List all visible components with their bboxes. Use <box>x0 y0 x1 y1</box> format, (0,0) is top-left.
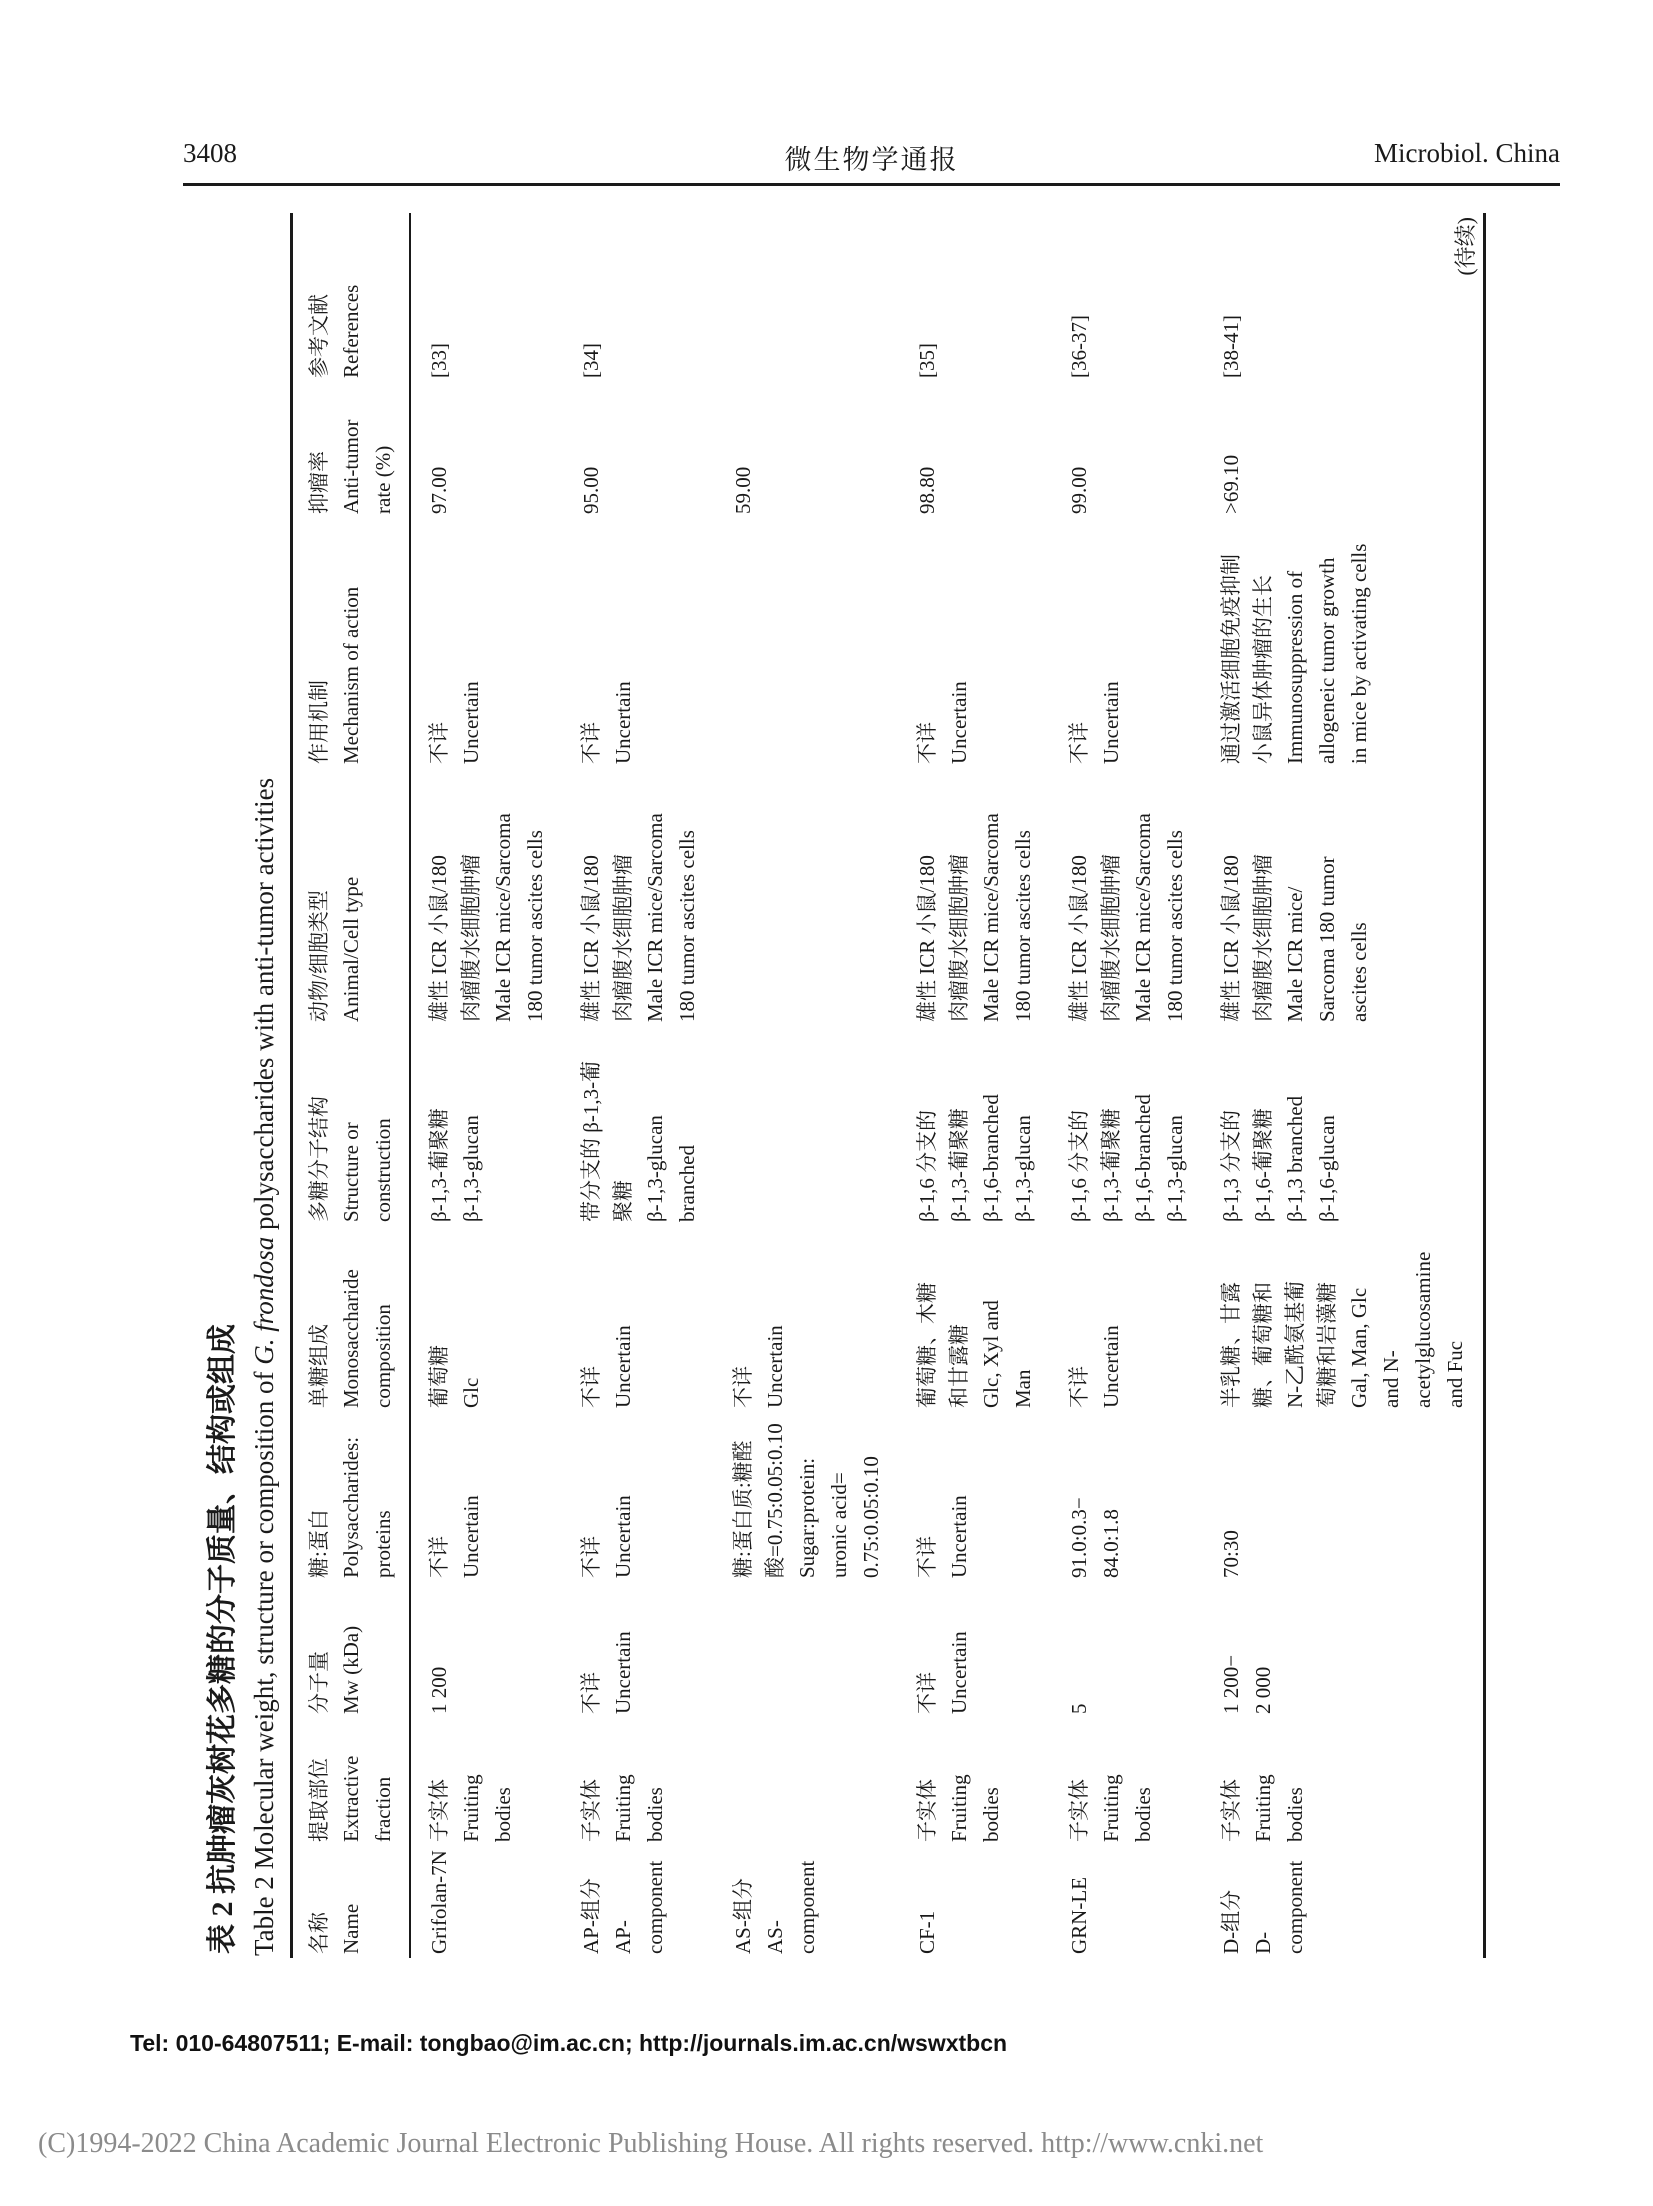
cell-refs-row3 <box>715 213 899 382</box>
cell-line: Uncertain <box>947 681 971 764</box>
cell-line: 多糖分子结构 <box>307 1096 331 1222</box>
cell-line: rate (%) <box>371 445 395 514</box>
cell-line: References <box>339 284 363 378</box>
header-cell-structure <box>293 1026 411 1226</box>
cell-line: [33] <box>427 343 451 378</box>
cell-refs-row5 <box>1051 213 1203 382</box>
cell-line: branched <box>675 1145 699 1222</box>
cell-line: 不详 <box>731 1366 755 1408</box>
cell-mono-row3 <box>715 1226 899 1412</box>
cell-line: Uncertain <box>947 1631 971 1714</box>
cell-line: 子实体 <box>1219 1779 1243 1842</box>
header-rule <box>183 183 1560 186</box>
cell-line: 糖、葡萄糖和 <box>1251 1282 1275 1408</box>
cell-line: Uncertain <box>763 1325 787 1408</box>
cell-line: 97.00 <box>427 466 451 514</box>
cell-refs-row1 <box>411 213 563 382</box>
header-cell-fraction <box>293 1718 411 1846</box>
cell-line: 萄糖和岩藻糖 <box>1315 1282 1339 1408</box>
cell-line: Name <box>339 1903 363 1954</box>
cell-animal-row5 <box>1051 768 1203 1026</box>
cell-line: 不详 <box>579 1672 603 1714</box>
cell-line: 70:30 <box>1219 1530 1243 1578</box>
cell-structure-row1 <box>411 1026 563 1226</box>
cell-line: 99.00 <box>1067 466 1091 514</box>
cell-line: 雄性 ICR 小鼠/180 <box>915 855 939 1022</box>
cell-ratio-row5 <box>1051 1412 1203 1582</box>
cell-line: Monosaccharide <box>339 1269 363 1408</box>
cell-rate-row6 <box>1203 382 1483 518</box>
header-cell-animal <box>293 768 411 1026</box>
cell-line: Fruiting <box>1099 1774 1123 1842</box>
cell-line: AP-组分 <box>579 1878 603 1954</box>
cell-line: Mw (kDa) <box>339 1625 363 1714</box>
cell-line: 分子量 <box>307 1651 331 1714</box>
cell-line: Male ICR mice/Sarcoma <box>643 813 667 1022</box>
cell-line: 酸=0.75:0.05:0.10 <box>763 1423 787 1578</box>
header-cell-mw <box>293 1582 411 1718</box>
cell-line: 作用机制 <box>307 680 331 764</box>
cell-line: Extractive <box>339 1755 363 1842</box>
cell-animal-row4 <box>899 768 1051 1026</box>
cell-line: Uncertain <box>1099 1325 1123 1408</box>
cell-line: AP- <box>611 1920 635 1954</box>
cell-name-row3 <box>715 1846 899 1958</box>
table-title-en-species: G. frondosa <box>249 1236 279 1365</box>
cell-mw-row4 <box>899 1582 1051 1718</box>
cell-fraction-row4 <box>899 1718 1051 1846</box>
cell-line: 单糖组成 <box>307 1324 331 1408</box>
cell-line: in mice by activating cells <box>1347 543 1371 764</box>
cell-animal-row3 <box>715 768 899 1026</box>
cell-line: 雄性 ICR 小鼠/180 <box>1067 855 1091 1022</box>
cell-line: 糖:蛋白质:糖醛 <box>731 1440 755 1578</box>
cell-line: 肉瘤腹水细胞肿瘤 <box>459 854 483 1022</box>
cell-mono-row4 <box>899 1226 1051 1412</box>
cell-fraction-row2 <box>563 1718 715 1846</box>
cell-line: and Fuc <box>1443 1340 1467 1408</box>
cell-line: uronic acid= <box>827 1472 851 1578</box>
cell-line: 雄性 ICR 小鼠/180 <box>427 855 451 1022</box>
cell-line: 子实体 <box>427 1779 451 1842</box>
cell-line: Uncertain <box>611 681 635 764</box>
rotated-table <box>290 213 1486 1958</box>
cell-line: 59.00 <box>731 466 755 514</box>
cell-line: proteins <box>371 1510 395 1578</box>
cell-line: Man <box>1011 1369 1035 1408</box>
cell-line: bodies <box>1283 1787 1307 1842</box>
cell-fraction-row6 <box>1203 1718 1483 1846</box>
header-cell-rate <box>293 382 411 518</box>
cell-line: D-组分 <box>1219 1889 1243 1954</box>
cell-line: 子实体 <box>915 1779 939 1842</box>
cell-line: Uncertain <box>459 681 483 764</box>
cell-line: 葡萄糖 <box>427 1345 451 1408</box>
cell-name-row2 <box>563 1846 715 1958</box>
cell-fraction-row1 <box>411 1718 563 1846</box>
cell-line: 葡萄糖、木糖 <box>915 1282 939 1408</box>
cell-line: 带分支的 β-1,3-葡 <box>579 1060 603 1222</box>
cell-line: β-1,6-branched <box>979 1094 1003 1222</box>
cell-rate-row3 <box>715 382 899 518</box>
cell-line: 91.0:0.3− <box>1067 1497 1091 1578</box>
cell-mw-row5 <box>1051 1582 1203 1718</box>
cell-line: β-1,6-branched <box>1131 1094 1155 1222</box>
cell-line: β-1,3 branched <box>1283 1095 1307 1222</box>
cell-ratio-row3 <box>715 1412 899 1582</box>
cell-line: β-1,3-葡聚糖 <box>947 1108 971 1222</box>
cell-line: 不详 <box>579 1536 603 1578</box>
cell-line: Male ICR mice/Sarcoma <box>979 813 1003 1022</box>
cell-line: 180 tumor ascites cells <box>523 830 547 1022</box>
cell-line: 0.75:0.05:0.10 <box>859 1456 883 1578</box>
cell-fraction-row5 <box>1051 1718 1203 1846</box>
cell-line: 通过激活细胞免疫抑制 <box>1219 554 1243 764</box>
cell-name-row5 <box>1051 1846 1203 1958</box>
copyright-line: (C)1994-2022 China Academic Journal Electronic Publishing House. All rights reserved. http://www.cnki.net <box>38 2128 1264 2159</box>
cell-line: Immunosuppression of <box>1283 570 1307 764</box>
cell-line: [36-37] <box>1067 315 1091 378</box>
cell-name-row1 <box>411 1846 563 1958</box>
cell-mechanism-row6 <box>1203 518 1483 768</box>
cell-mechanism-row4 <box>899 518 1051 768</box>
cell-line: construction <box>371 1118 395 1222</box>
header-cell-name <box>293 1846 411 1958</box>
cell-line: β-1,3-葡聚糖 <box>1099 1108 1123 1222</box>
cell-line: 小鼠异体肿瘤的生长 <box>1251 575 1275 764</box>
cell-line: Glc, Xyl and <box>979 1300 1003 1408</box>
cell-line: CF-1 <box>915 1910 939 1954</box>
cell-line: ascites cells <box>1347 922 1371 1022</box>
page-number: 3408 <box>183 138 237 168</box>
cell-line: acetylglucosamine <box>1411 1251 1435 1408</box>
cell-ratio-row6 <box>1203 1412 1483 1582</box>
cell-line: Uncertain <box>1099 681 1123 764</box>
cell-rate-row4 <box>899 382 1051 518</box>
cell-line: 聚糖 <box>611 1180 635 1222</box>
cell-line: β-1,6 分支的 <box>915 1109 939 1222</box>
journal-title-zh: 微生物学通报 <box>784 145 959 175</box>
cell-line: component <box>795 1860 819 1954</box>
cell-line: β-1,3-葡聚糖 <box>427 1108 451 1222</box>
cell-line: >69.10 <box>1219 454 1243 514</box>
cell-mechanism-row1 <box>411 518 563 768</box>
cell-line: Sugar:protein: <box>795 1457 819 1578</box>
table-title-en-suffix: polysaccharides with anti-tumor activities <box>249 777 279 1237</box>
cell-refs-row4 <box>899 213 1051 382</box>
cell-line: composition <box>371 1304 395 1408</box>
cell-line: 提取部位 <box>307 1758 331 1842</box>
cell-line: 不详 <box>915 1672 939 1714</box>
cell-line: 糖:蛋白 <box>307 1509 331 1578</box>
cell-mechanism-row2 <box>563 518 715 768</box>
cell-line: bodies <box>979 1787 1003 1842</box>
cell-refs-row6 <box>1203 213 1483 382</box>
cell-line: 1 200− <box>1219 1654 1243 1714</box>
cell-ratio-row2 <box>563 1412 715 1582</box>
cell-line: Uncertain <box>947 1495 971 1578</box>
cell-line: 不详 <box>1067 722 1091 764</box>
cell-line: β-1,3-glucan <box>1011 1115 1035 1222</box>
cell-line: Gal, Man, Glc <box>1347 1287 1371 1408</box>
table-title-en <box>249 213 280 1956</box>
cell-line: Male ICR mice/Sarcoma <box>491 813 515 1022</box>
cell-line: Fruiting <box>611 1774 635 1842</box>
cell-line: component <box>1283 1860 1307 1954</box>
cell-line: Sarcoma 180 tumor <box>1315 856 1339 1022</box>
cell-line: 子实体 <box>1067 1779 1091 1842</box>
table-title-zh: 表 2 抗肿瘤灰树花多糖的分子质量、结构或组成 <box>206 1324 239 1954</box>
cell-line: bodies <box>643 1787 667 1842</box>
cell-line: 不详 <box>915 722 939 764</box>
cell-line: [38-41] <box>1219 315 1243 378</box>
cell-rate-row5 <box>1051 382 1203 518</box>
cell-ratio-row4 <box>899 1412 1051 1582</box>
cell-line: [35] <box>915 343 939 378</box>
cell-line: Structure or <box>339 1122 363 1222</box>
cell-line: 不详 <box>579 1366 603 1408</box>
cell-line: Fruiting <box>1251 1774 1275 1842</box>
cell-line: D- <box>1251 1931 1275 1954</box>
cell-line: Uncertain <box>611 1631 635 1714</box>
cell-line: Mechanism of action <box>339 586 363 764</box>
cell-line: 名称 <box>307 1912 331 1954</box>
cell-line: Anti-tumor <box>339 419 363 514</box>
cell-line: 84.0:1.8 <box>1099 1509 1123 1578</box>
cell-line: 1 200 <box>427 1666 451 1714</box>
cell-mechanism-row3 <box>715 518 899 768</box>
cell-line: and N- <box>1379 1350 1403 1408</box>
cell-structure-row3 <box>715 1026 899 1226</box>
cell-line: 子实体 <box>579 1779 603 1842</box>
cell-line: Fruiting <box>947 1774 971 1842</box>
cell-fraction-row3 <box>715 1718 899 1846</box>
cell-line: fraction <box>371 1776 395 1842</box>
footer-contact: Tel: 010-64807511; E-mail: tongbao@im.ac.cn; http://journals.im.ac.cn/wswxtbcn <box>130 2030 1008 2056</box>
cell-line: Animal/Cell type <box>339 876 363 1022</box>
cell-line: AS- <box>763 1920 787 1954</box>
continued-note: (待续) <box>1453 217 1478 276</box>
cell-structure-row6 <box>1203 1026 1483 1226</box>
cell-line: 肉瘤腹水细胞肿瘤 <box>611 854 635 1022</box>
cell-line: Uncertain <box>459 1495 483 1578</box>
cell-refs-row2 <box>563 213 715 382</box>
cell-line: 98.80 <box>915 466 939 514</box>
cell-mono-row2 <box>563 1226 715 1412</box>
cell-mw-row2 <box>563 1582 715 1718</box>
cell-line: Uncertain <box>611 1495 635 1578</box>
journal-title-en: Microbiol. China <box>1374 138 1560 168</box>
cell-mw-row1 <box>411 1582 563 1718</box>
cell-line: N-乙酰氨基葡 <box>1283 1280 1307 1408</box>
cell-rate-row1 <box>411 382 563 518</box>
cell-line: 雄性 ICR 小鼠/180 <box>1219 855 1243 1022</box>
cell-structure-row4 <box>899 1026 1051 1226</box>
cell-line: 180 tumor ascites cells <box>675 830 699 1022</box>
cell-line: 不详 <box>915 1536 939 1578</box>
cell-line: bodies <box>491 1787 515 1842</box>
cell-line: β-1,3-glucan <box>1163 1115 1187 1222</box>
cell-line: Uncertain <box>611 1325 635 1408</box>
cell-rate-row2 <box>563 382 715 518</box>
cell-animal-row6 <box>1203 768 1483 1026</box>
cell-line: 半乳糖、甘露 <box>1219 1282 1243 1408</box>
cell-mono-row6 <box>1203 1226 1483 1412</box>
cell-line: Grifolan-7N <box>427 1850 451 1954</box>
cell-line: [34] <box>579 343 603 378</box>
cell-name-row4 <box>899 1846 1051 1958</box>
cell-line: Fruiting <box>459 1774 483 1842</box>
cell-mw-row6 <box>1203 1582 1483 1718</box>
cell-line: β-1,6 分支的 <box>1067 1109 1091 1222</box>
cell-line: 雄性 ICR 小鼠/180 <box>579 855 603 1022</box>
cell-structure-row2 <box>563 1026 715 1226</box>
cell-line: 动物/细胞类型 <box>307 890 331 1022</box>
cell-line: β-1,3-glucan <box>459 1115 483 1222</box>
cell-line: Polysaccharides: <box>339 1436 363 1578</box>
cell-line: 不详 <box>1067 1366 1091 1408</box>
cell-line: 抑瘤率 <box>307 451 331 514</box>
cell-line: bodies <box>1131 1787 1155 1842</box>
cell-line: 肉瘤腹水细胞肿瘤 <box>947 854 971 1022</box>
page-header <box>183 138 1560 178</box>
cell-line: Glc <box>459 1377 483 1408</box>
header-cell-mono <box>293 1226 411 1412</box>
table-title-en-prefix: Table 2 Molecular weight, structure or composition of <box>249 1364 279 1956</box>
cell-animal-row1 <box>411 768 563 1026</box>
cell-line: GRN-LE <box>1067 1877 1091 1954</box>
cell-line: 肉瘤腹水细胞肿瘤 <box>1099 854 1123 1022</box>
header-cell-mechanism <box>293 518 411 768</box>
cell-animal-row2 <box>563 768 715 1026</box>
cell-line: 180 tumor ascites cells <box>1011 830 1035 1022</box>
cell-mono-row5 <box>1051 1226 1203 1412</box>
cell-line: 2 000 <box>1251 1666 1275 1714</box>
cell-line: 不详 <box>427 722 451 764</box>
cell-line: 肉瘤腹水细胞肿瘤 <box>1251 854 1275 1022</box>
cell-line: 不详 <box>579 722 603 764</box>
cell-mechanism-row5 <box>1051 518 1203 768</box>
header-cell-refs <box>293 213 411 382</box>
cell-line: β-1,6-葡聚糖 <box>1251 1108 1275 1222</box>
cell-line: allogeneic tumor growth <box>1315 557 1339 764</box>
cell-ratio-row1 <box>411 1412 563 1582</box>
cell-name-row6 <box>1203 1846 1483 1958</box>
cell-line: Male ICR mice/Sarcoma <box>1131 813 1155 1022</box>
cell-line: 5 <box>1067 1703 1091 1714</box>
header-cell-ratio <box>293 1412 411 1582</box>
cell-mw-row3 <box>715 1582 899 1718</box>
cell-line: component <box>643 1860 667 1954</box>
cell-line: AS-组分 <box>731 1878 755 1954</box>
cell-line: Male ICR mice/ <box>1283 886 1307 1022</box>
cell-line: 180 tumor ascites cells <box>1163 830 1187 1022</box>
cell-line: 不详 <box>427 1536 451 1578</box>
rotated-table-block <box>197 213 1486 1958</box>
cell-line: β-1,3-glucan <box>643 1115 667 1222</box>
cell-line: 和甘露糖 <box>947 1324 971 1408</box>
cell-line: 参考文献 <box>307 294 331 378</box>
cell-mono-row1 <box>411 1226 563 1412</box>
cell-line: β-1,6-glucan <box>1315 1115 1339 1222</box>
cell-line: 95.00 <box>579 466 603 514</box>
cell-structure-row5 <box>1051 1026 1203 1226</box>
cell-line: β-1,3 分支的 <box>1219 1109 1243 1222</box>
